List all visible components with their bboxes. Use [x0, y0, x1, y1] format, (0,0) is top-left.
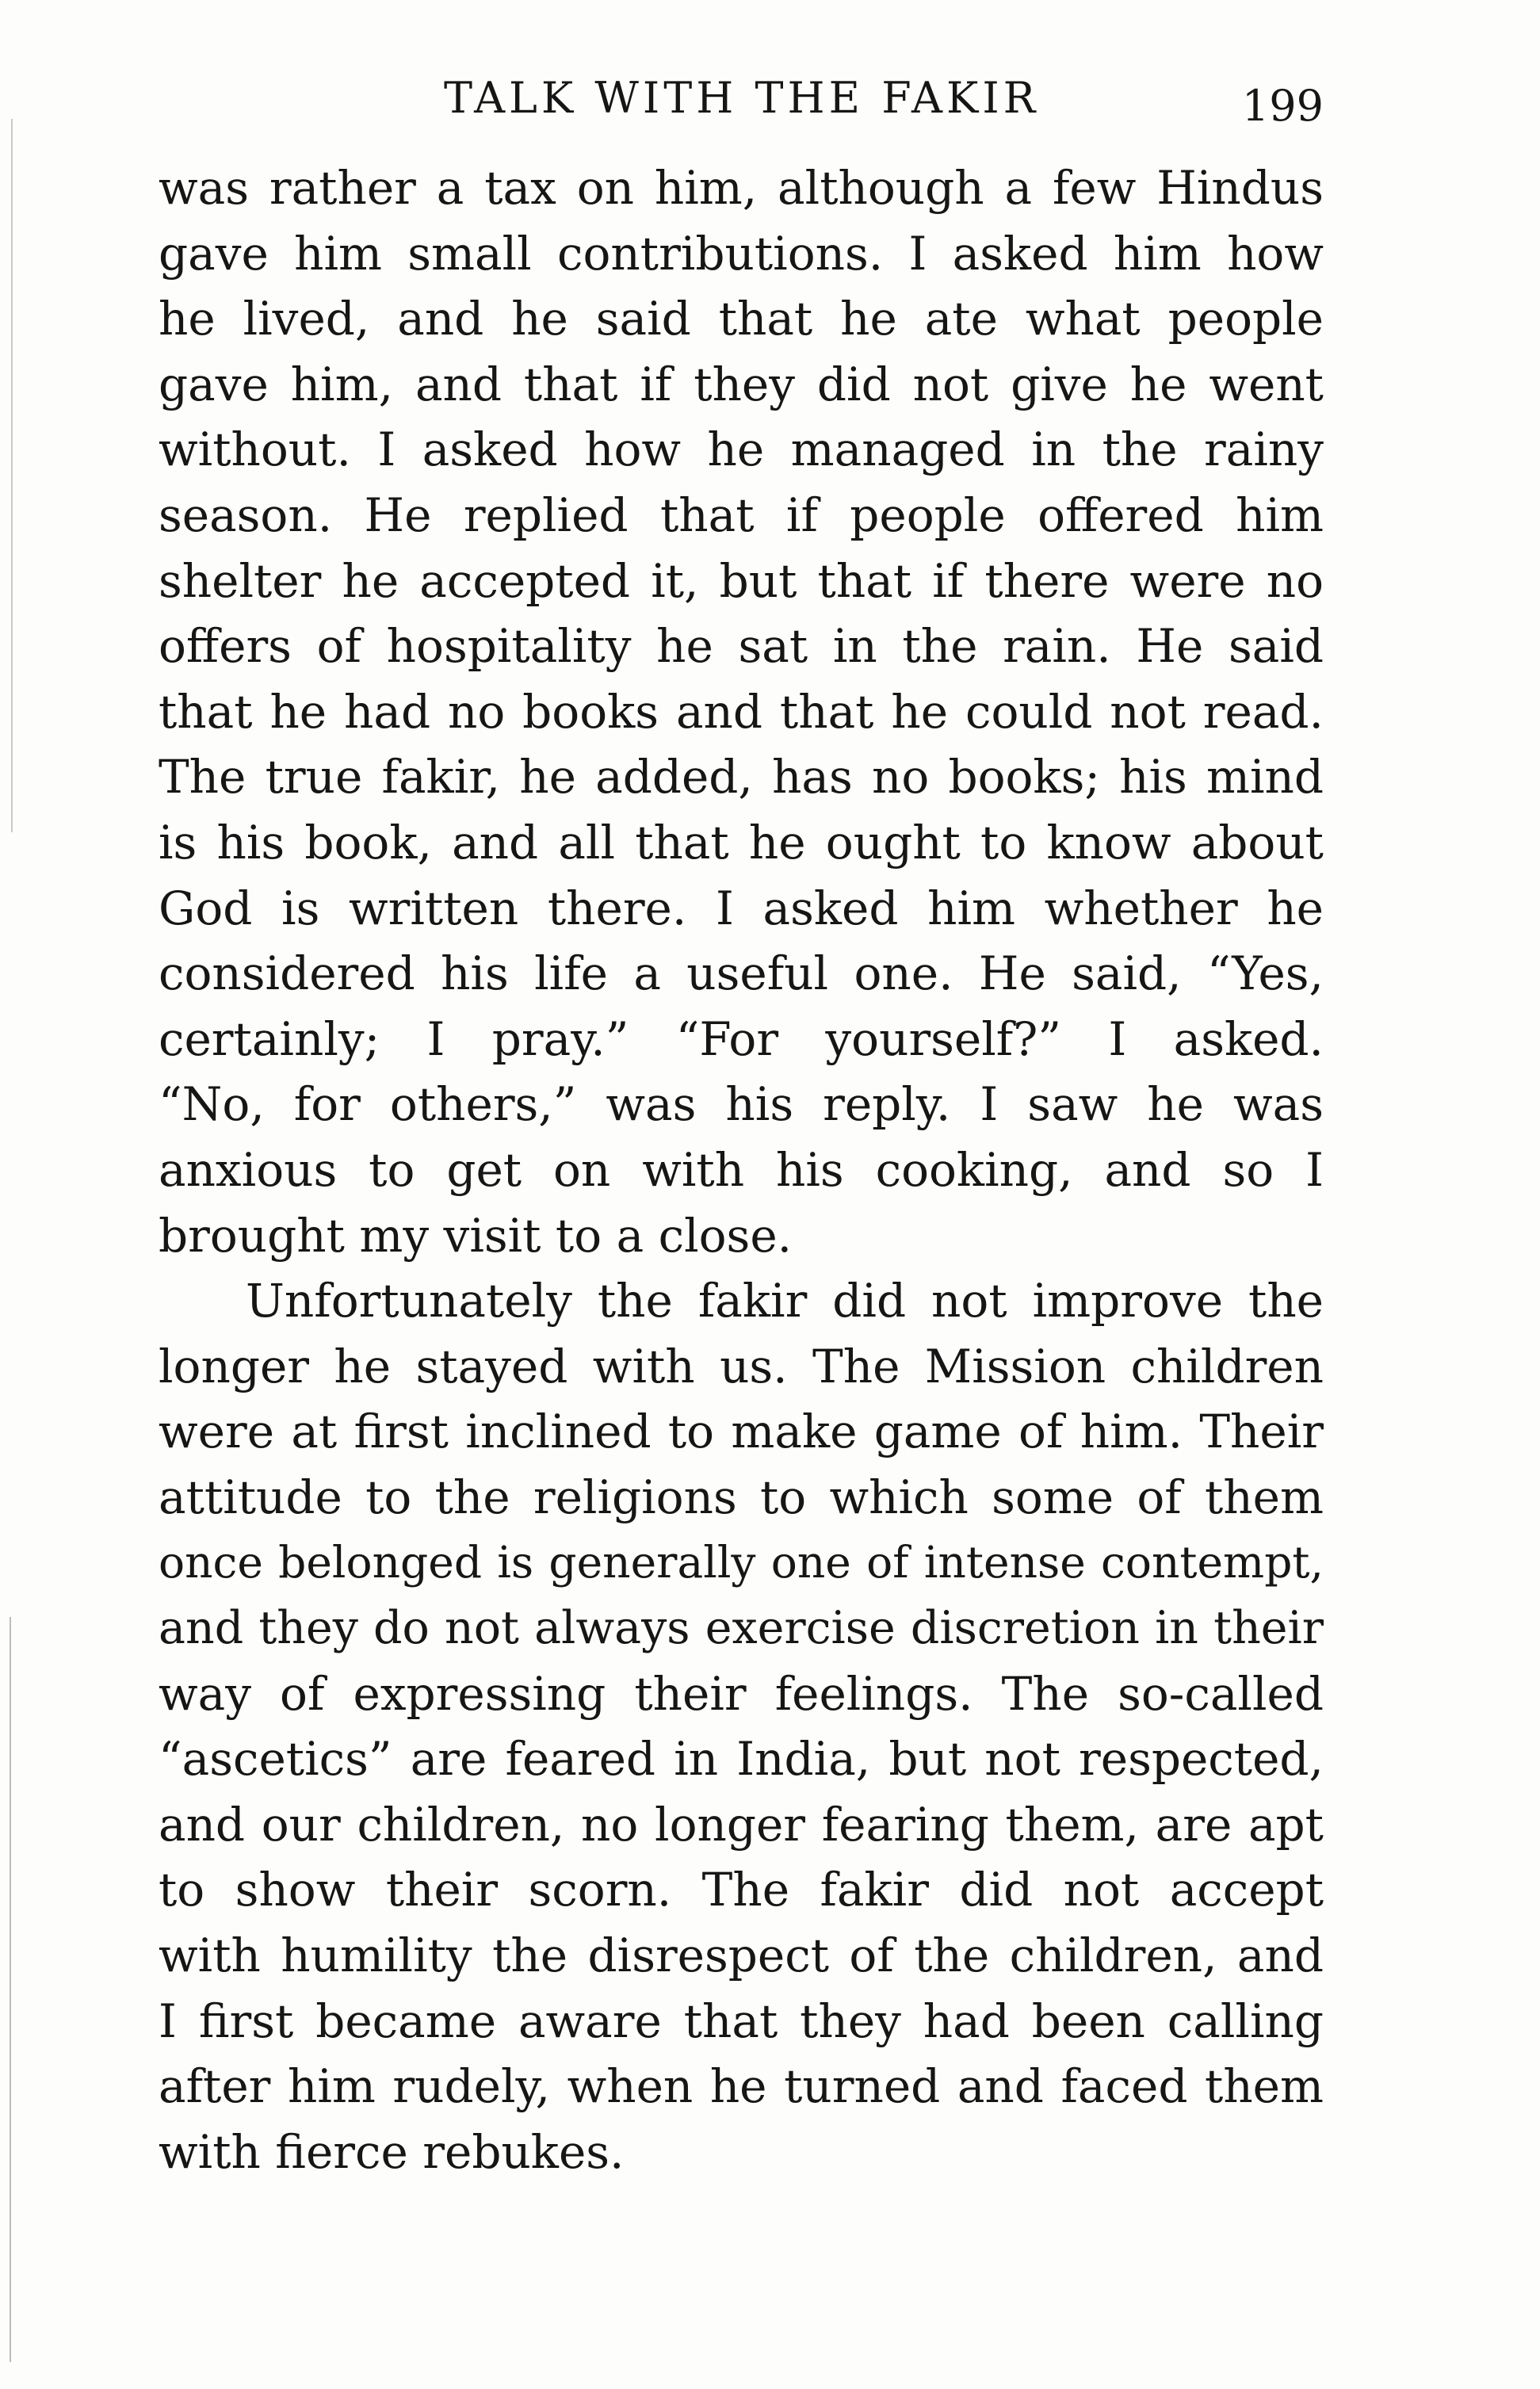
- text-line: to show their scorn. The fakir did not accept: [159, 1863, 1324, 1917]
- text-line: is his book, and all that he ought to know about: [159, 815, 1324, 870]
- text-line: certainly; I pray.” “For yourself?” I asked.: [159, 1011, 1324, 1066]
- text-line: I first became aware that they had been calling: [159, 1993, 1324, 2048]
- text-line: shelter he accepted it, but that if there were no: [159, 553, 1324, 608]
- text-line: season. He replied that if people offered him: [159, 487, 1324, 542]
- text-line: “No, for others,” was his reply. I saw he was: [159, 1077, 1324, 1132]
- text-line: after him rudely, when he turned and faced them: [159, 2059, 1324, 2114]
- text-line: Unfortunately the fakir did not improve the: [246, 1274, 1324, 1328]
- text-line: with fierce rebukes.: [159, 2124, 625, 2179]
- text-line: God is written there. I asked him whether he: [159, 881, 1324, 935]
- text-line: “ascetics” are feared in India, but not respected,: [159, 1732, 1324, 1787]
- text-line: The true fakir, he added, has no books; his mind: [159, 750, 1324, 805]
- text-line: attitude to the religions to which some of them: [159, 1470, 1324, 1524]
- text-line: with humility the disrespect of the children, and: [159, 1928, 1324, 1983]
- text-line: without. I asked how he managed in the rainy: [159, 422, 1324, 477]
- gutter-shadow: [11, 119, 13, 832]
- text-line: and they do not always exercise discretion in their: [159, 1602, 1324, 1655]
- text-line: were at first inclined to make game of him. Their: [159, 1405, 1324, 1459]
- running-title: TALK WITH THE FAKIR: [444, 73, 1040, 123]
- text-line: longer he stayed with us. The Mission children: [159, 1339, 1324, 1393]
- text-line: considered his life a useful one. He said, “Yes,: [159, 946, 1324, 1001]
- text-line: offers of hospitality he sat in the rain. He said: [159, 619, 1324, 674]
- text-line: brought my visit to a close.: [159, 1208, 793, 1263]
- text-line: that he had no books and that he could not read.: [159, 684, 1324, 739]
- body-text: [159, 155, 1324, 2185]
- text-line: way of expressing their feelings. The so-called: [159, 1666, 1324, 1721]
- text-line: he lived, and he said that he ate what people: [159, 292, 1324, 346]
- running-header: [159, 73, 1324, 136]
- text-line: and our children, no longer fearing them, are apt: [159, 1797, 1324, 1852]
- text-line: was rather a tax on him, although a few Hindus: [159, 161, 1324, 215]
- page-number: 199: [1241, 81, 1324, 131]
- text-line: gave him small contributions. I asked him how: [159, 226, 1324, 281]
- text-line: once belonged is generally one of intense contempt,: [159, 1537, 1324, 1588]
- text-line: gave him, and that if they did not give he went: [159, 357, 1324, 411]
- text-line: anxious to get on with his cooking, and so I: [159, 1142, 1324, 1197]
- gutter-shadow: [10, 1617, 11, 2362]
